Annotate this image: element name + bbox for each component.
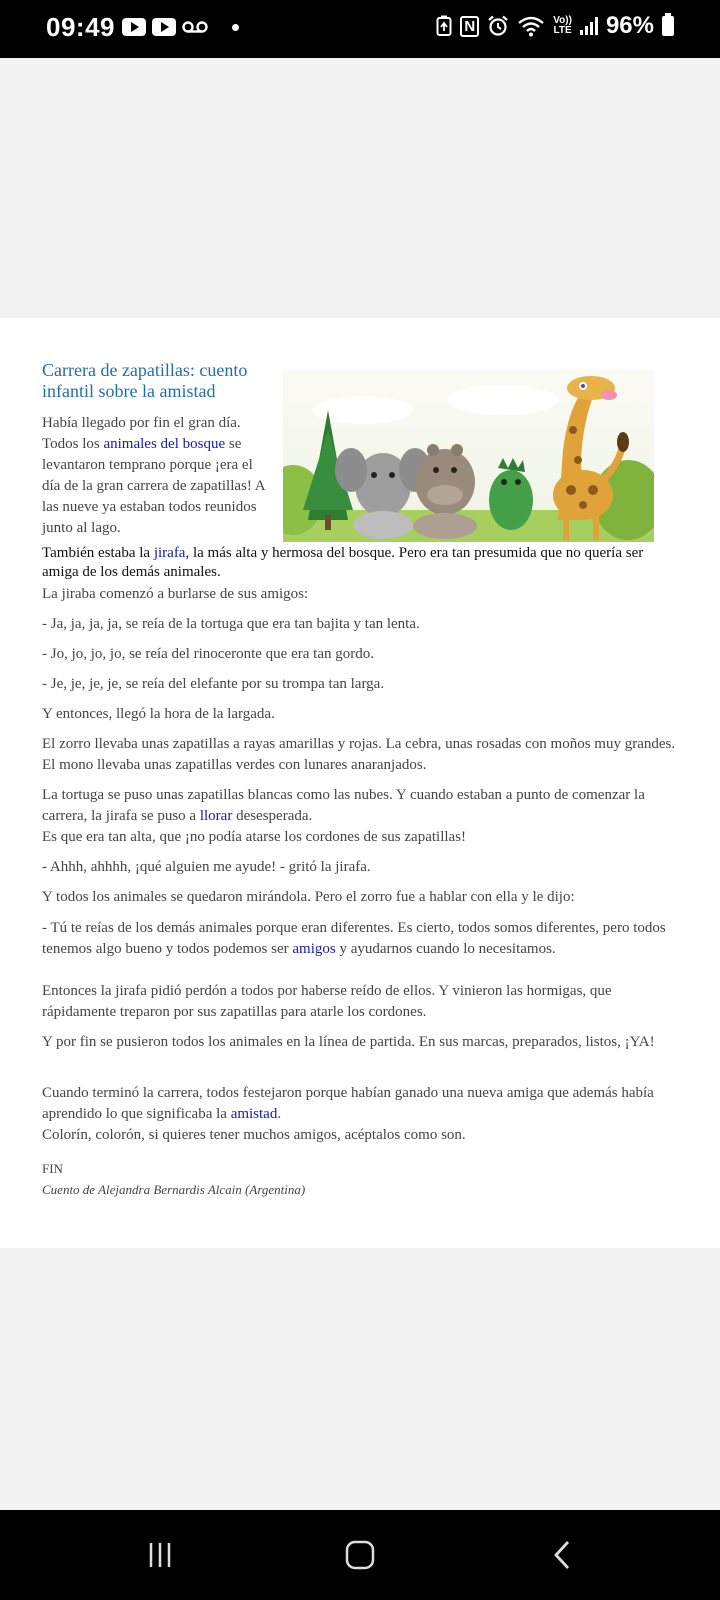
battery-saver-icon [436, 15, 452, 37]
link-amistad[interactable]: amistad [230, 1106, 278, 1122]
paragraph: Y por fin se pusieron todos los animales en la línea de partida. En sus marcas, preparados, listos, ¡YA! [42, 1034, 655, 1050]
author-credit: Cuento de Alejandra Bernardis Alcain (Argentina) [42, 1182, 306, 1197]
paragraph-jirafa [42, 544, 682, 582]
paragraph: - Jo, jo, jo, jo, se reía del rinoceronte que era tan gordo. [42, 646, 374, 662]
paragraph-text: - Tú te reías de los demás animales porque eran diferentes. Es cierto, todos somos diferentes, pero todos tenemos algo bueno y todos podemos ser [42, 920, 666, 957]
clock: 09:49 [46, 12, 115, 42]
story-title: Carrera de zapatillas: cuento infantil sobre la amistad [42, 360, 248, 401]
paragraph-text: La tortuga se puso unas zapatillas blancas como las nubes. Y cuando estaban a punto de comenzar la carrera, la jirafa se puso a [42, 787, 645, 824]
paragraph-text: . [277, 1106, 282, 1122]
navigation-bar [0, 1510, 720, 1600]
home-button[interactable] [330, 1535, 390, 1575]
paragraph-amigos [42, 918, 682, 960]
wifi-icon [517, 15, 545, 37]
paragraph: El zorro llevaba unas zapatillas a rayas amarillas y rojas. La cebra, unas rosadas con moños muy grandes. El mono llevaba unas zapatillas verdes con lunares anaranjados. [42, 736, 676, 773]
link-amigos[interactable]: amigos [292, 941, 336, 957]
paragraph-text: , la más alta y hermosa del bosque. Pero era tan presumida que no quería ser amiga de los demás animales. [42, 545, 644, 580]
animals-illustration [283, 370, 654, 542]
battery-icon [662, 16, 674, 36]
paragraph: Es que era tan alta, que ¡no podía atarse los cordones de sus zapatillas! [42, 829, 467, 845]
story-illustration [283, 370, 654, 542]
battery-percent: 96% [605, 12, 654, 39]
nfc-icon: N [460, 16, 479, 37]
paragraph-text: También estaba la [42, 545, 154, 561]
recent-apps-button[interactable] [130, 1535, 190, 1575]
alarm-icon [487, 15, 509, 37]
paragraph: Entonces la jirafa pidió perdón a todos por haberse reído de ellos. Y vinieron las hormigas, que rápidamente treparon por sus zapatillas para atarle los cordones. [42, 983, 612, 1020]
intro-text-a: Había llegado por fin el gran día. Todos los [42, 415, 241, 452]
youtube-icon [152, 18, 176, 36]
paragraph: Y todos los animales se quedaron mirándola. Pero el zorro fue a hablar con ella y le dijo: [42, 889, 575, 905]
home-icon [344, 1539, 376, 1571]
paragraph: - Ahhh, ahhhh, ¡qué alguien me ayude! - gritó la jirafa. [42, 859, 371, 875]
signal-icon [580, 17, 598, 35]
status-bar [0, 0, 720, 58]
youtube-icon [122, 18, 146, 36]
paragraph-llorar [42, 785, 682, 827]
story-article [0, 318, 720, 1248]
recent-apps-icon [145, 1540, 175, 1570]
paragraph-text: desesperada. [232, 808, 313, 824]
fin-label: FIN [42, 1161, 63, 1176]
system-icons [436, 12, 674, 40]
voicemail-icon [182, 20, 208, 34]
paragraph: Y entonces, llegó la hora de la largada. [42, 706, 275, 722]
back-icon [550, 1539, 574, 1571]
dot-icon [232, 24, 239, 31]
volte-icon [553, 16, 572, 36]
paragraph: - Je, je, je, je, se reía del elefante por su trompa tan larga. [42, 676, 385, 692]
back-button[interactable] [532, 1535, 592, 1575]
paragraph: - Ja, ja, ja, ja, se reía de la tortuga que era tan bajita y tan lenta. [42, 616, 420, 632]
intro-paragraph [42, 413, 272, 539]
intro-text-b: se levantaron temprano porque ¡era el día de la gran carrera de zapatillas! A las nueve ya estaban todos reunidos junto al lago. [42, 436, 265, 536]
paragraph: La jiraba comenzó a burlarse de sus amigos: [42, 586, 309, 602]
paragraph-text: Cuando terminó la carrera, todos festejaron porque habían ganado una nueva amiga que además había aprendido lo que significaba la [42, 1085, 654, 1122]
link-animales-del-bosque[interactable]: animales del bosque [103, 436, 226, 452]
volte-top-label: Vo)) [553, 15, 572, 26]
paragraph-amistad [42, 1083, 682, 1125]
link-jirafa[interactable]: jirafa [153, 545, 186, 561]
volte-bottom-label: LTE [553, 25, 572, 36]
notification-icons [122, 18, 239, 36]
paragraph-text: y ayudarnos cuando lo necesitamos. [335, 941, 556, 957]
link-llorar[interactable]: llorar [199, 808, 233, 824]
paragraph: Colorín, colorón, si quieres tener muchos amigos, acéptalos como son. [42, 1127, 466, 1143]
